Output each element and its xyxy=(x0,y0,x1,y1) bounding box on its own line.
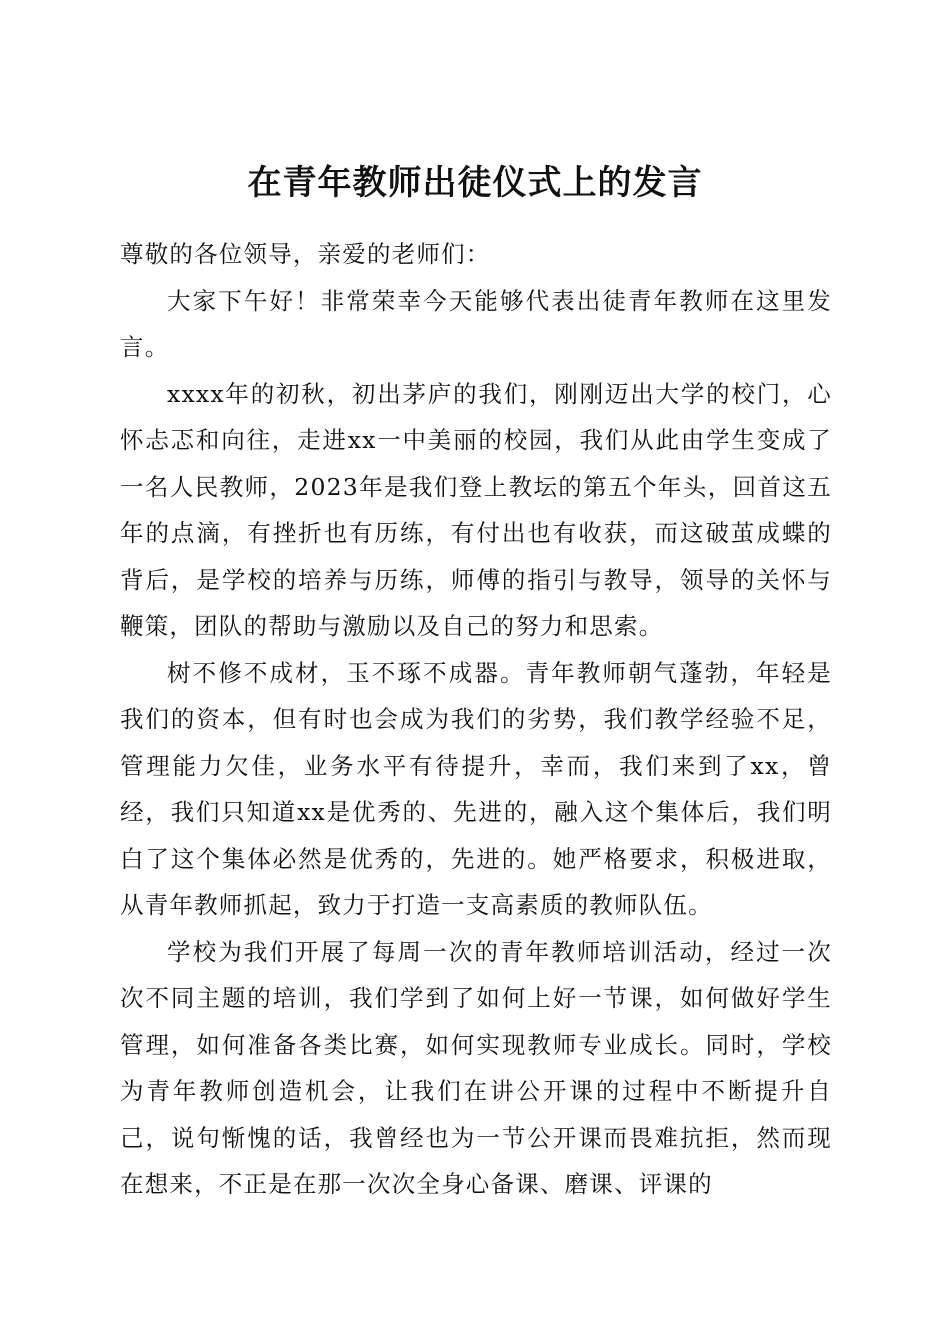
paragraph-beginning: xxxx年的初秋，初出茅庐的我们，刚刚迈出大学的校门，心怀忐忑和向往，走进xx一中美丽的校园，我们从此由学生变成了一名人民教师，2023年是我们登上教坛的第五个年头，回首这五年的点滴，有挫折也有历练，有付出也有收获，而这破茧成蝶的背后，是学校的培养与历练，师傅的指引与教导，领导的关怀与鞭策，团队的帮助与激励以及自己的努力和思索。 xyxy=(120,379,832,640)
document-title: 在青年教师出徒仪式上的发言 xyxy=(247,162,703,203)
paragraph-greeting: 大家下午好！非常荣幸今天能够代表出徒青年教师在这里发言。 xyxy=(120,286,832,361)
document-body xyxy=(120,231,832,1208)
paragraph-training: 学校为我们开展了每周一次的青年教师培训活动，经过一次次不同主题的培训，我们学到了如何上好一节课，如何做好学生管理，如何准备各类比赛，如何实现教师专业成长。同时，学校为青年教师创造机会，让我们在讲公开课的过程中不断提升自己，说句惭愧的话，我曾经也为一节公开课而畏难抗拒，然而现在想来，不正是在那一次次全身心备课、磨课、评课的 xyxy=(120,937,832,1198)
paragraph-growth: 树不修不成材，玉不琢不成器。青年教师朝气蓬勃，年轻是我们的资本，但有时也会成为我们的劣势，我们教学经验不足，管理能力欠佳，业务水平有待提升，幸而，我们来到了xx，曾经，我们只知道xx是优秀的、先进的，融入这个集体后，我们明白了这个集体必然是优秀的，先进的。她严格要求，积极进取，从青年教师抓起，致力于打造一支高素质的教师队伍。 xyxy=(120,658,832,919)
salutation: 尊敬的各位领导，亲爱的老师们： xyxy=(120,240,491,268)
